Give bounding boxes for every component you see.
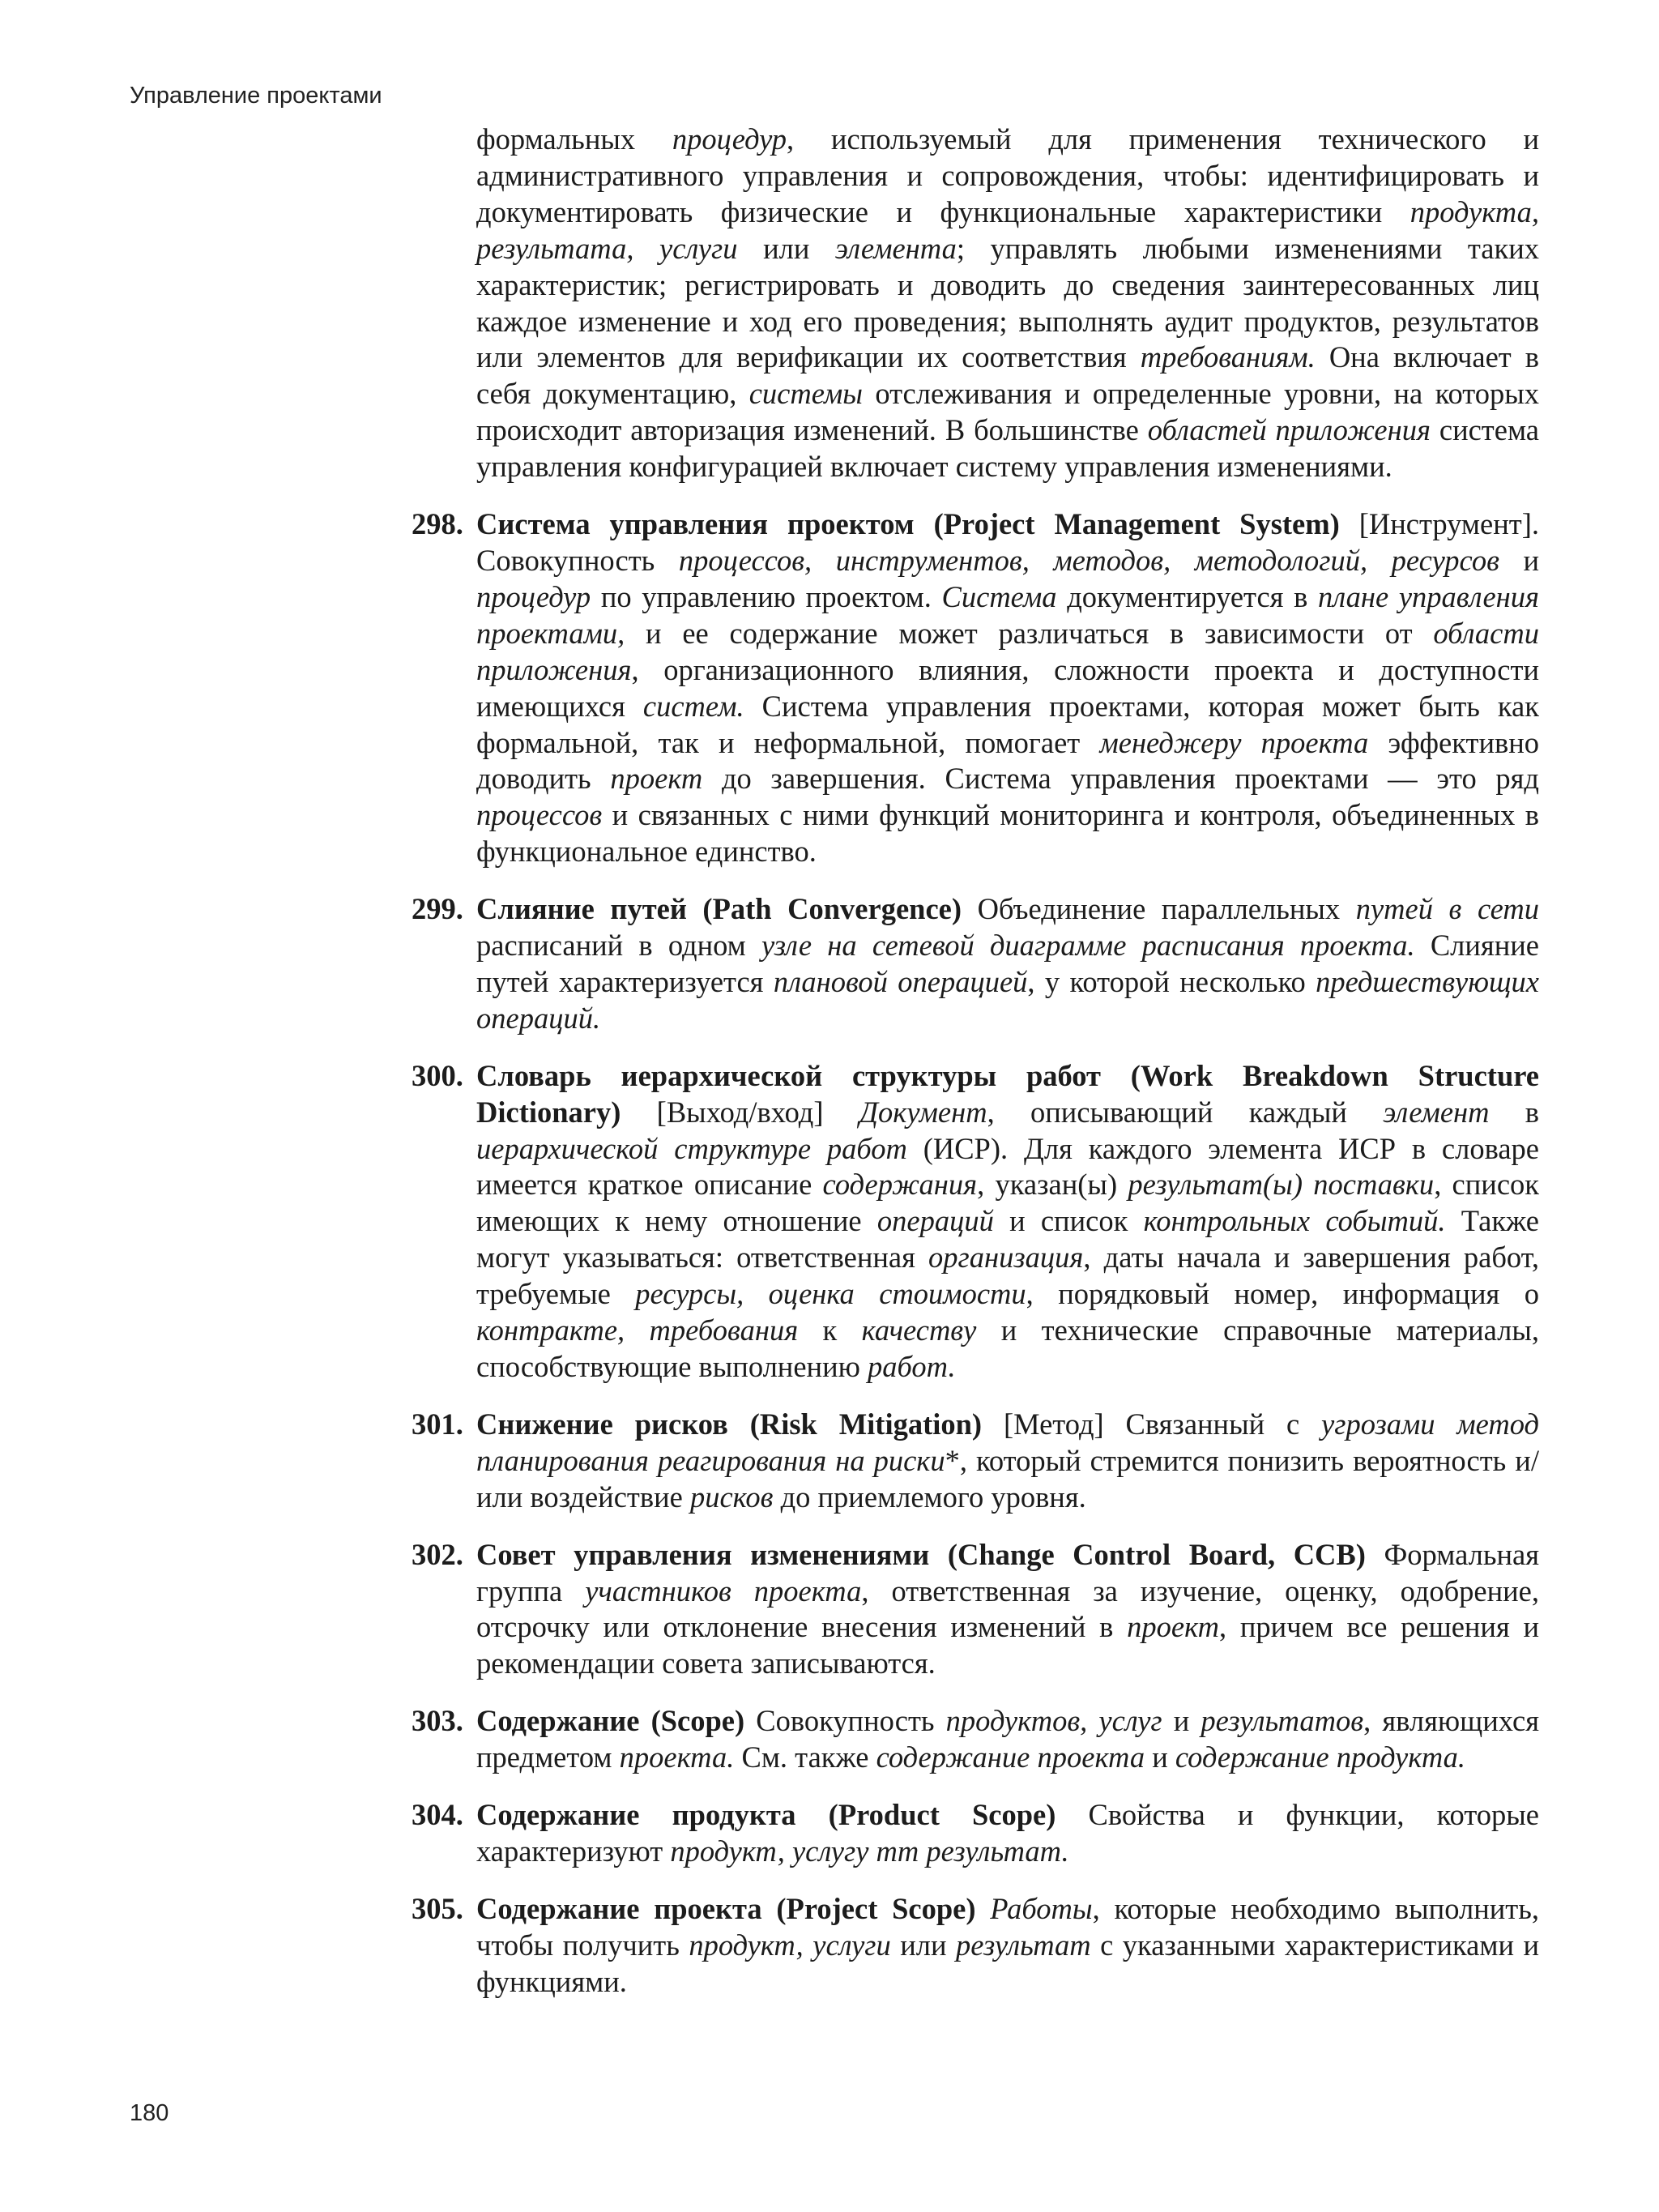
page-number: 180 bbox=[130, 2100, 169, 2126]
glossary-entry-305 bbox=[412, 1891, 1540, 2001]
italic-term: менеджеру проекта bbox=[1099, 725, 1369, 759]
text-run: с указанными характеристиками и функциями. bbox=[476, 1928, 1540, 1998]
text-run: (ИСР). Для каждого элемента ИСР в словаре имеется краткое описание bbox=[476, 1131, 1539, 1202]
text-run: , используемый для применения технического и административного управления и сопровождения, чтобы: идентифицировать и документировать физические и функциональные характеристики bbox=[476, 122, 1539, 228]
italic-term: качеству bbox=[861, 1313, 977, 1347]
text-run: *, который стремится понизить вероятность и/или воздействие bbox=[476, 1443, 1539, 1514]
italic-term: процессов, инструментов, методов, методологий, ресурсов bbox=[678, 543, 1499, 577]
text-run: и связанных с ними функций мониторинга и контроля, объединенных в функциональное единство. bbox=[476, 798, 1539, 869]
italic-term: систем. bbox=[642, 689, 744, 723]
entry-text bbox=[476, 1704, 1539, 1774]
entry-text bbox=[476, 1059, 1539, 1383]
italic-term: содержания bbox=[822, 1168, 978, 1202]
italic-term: элемент bbox=[1383, 1095, 1490, 1129]
text-run: и bbox=[1162, 1704, 1201, 1738]
glossary-entry-300 bbox=[412, 1058, 1540, 1386]
text-run: , описывающий каждый bbox=[987, 1095, 1384, 1129]
term-heading: Словарь иерархической структуры работ (Work Breakdown Structure Dictionary) bbox=[476, 1058, 1539, 1129]
text-run bbox=[975, 1892, 990, 1925]
text-run: Совокупность bbox=[744, 1704, 946, 1738]
italic-term: путей в сети bbox=[1355, 892, 1539, 926]
text-run: до завершения. Система управления проектами — это ряд bbox=[702, 762, 1539, 796]
text-run: к bbox=[798, 1313, 862, 1347]
glossary-entry-304 bbox=[412, 1797, 1540, 1870]
text-run: Объединение параллельных bbox=[962, 892, 1356, 926]
text-run: Слияние путей характеризуется bbox=[476, 929, 1539, 998]
italic-term: содержание проекта bbox=[876, 1740, 1145, 1774]
text-run: формальных bbox=[476, 122, 672, 156]
entry-number: 304. bbox=[412, 1798, 463, 1832]
italic-term: участников проекта bbox=[585, 1574, 862, 1608]
italic-term: контрольных событий. bbox=[1143, 1204, 1446, 1238]
text-run: документируется в bbox=[1056, 579, 1319, 613]
italic-term: организация bbox=[928, 1241, 1084, 1275]
entry-text bbox=[476, 1892, 1539, 1998]
italic-term: предшествующих операций. bbox=[476, 964, 1539, 1035]
text-run: , порядковый номер, информация о bbox=[1026, 1277, 1539, 1311]
term-heading: Слияние путей (Path Convergence) bbox=[476, 892, 962, 926]
italic-term: угрозами метод планирования реагирования на риски bbox=[476, 1407, 1539, 1477]
italic-term: контракте, требования bbox=[476, 1313, 799, 1347]
text-run: и технические справочные материалы, способствующие выполнению bbox=[476, 1313, 1539, 1383]
italic-term: Система bbox=[941, 579, 1057, 613]
italic-term: проект bbox=[1127, 1610, 1220, 1644]
italic-term: процедур bbox=[476, 579, 591, 613]
text-run: система управления конфигурацией включает систему управления изменениями. bbox=[476, 413, 1539, 484]
text-run: , у которой несколько bbox=[1027, 964, 1316, 998]
italic-term: плане управления проектами, bbox=[476, 579, 1539, 650]
text-run: по управлению проектом. bbox=[591, 579, 942, 613]
italic-term: продукт, услуги bbox=[689, 1928, 891, 1962]
italic-term: продуктов, услуг bbox=[945, 1704, 1162, 1738]
text-run: и bbox=[1145, 1740, 1175, 1774]
term-heading: Совет управления изменениями (Change Control Board, CCB) bbox=[476, 1537, 1366, 1571]
entry-number: 305. bbox=[412, 1891, 463, 1925]
text-run: , указан(ы) bbox=[977, 1168, 1128, 1202]
italic-term: процедур bbox=[672, 122, 787, 156]
entry-text bbox=[476, 1538, 1539, 1680]
glossary-body bbox=[412, 122, 1540, 2001]
text-run: Система управления проектами, которая может быть как формальной, так и неформальной, помогает bbox=[476, 689, 1539, 759]
text-run: См. также bbox=[734, 1740, 876, 1774]
text-run: или bbox=[737, 231, 835, 265]
glossary-entry-301 bbox=[412, 1407, 1539, 1516]
italic-term: продукта, результата, услуги bbox=[476, 194, 1539, 265]
entry-text bbox=[476, 892, 1539, 1035]
term-heading: Содержание продукта (Product Scope) bbox=[476, 1798, 1056, 1832]
term-heading: Содержание (Scope) bbox=[476, 1704, 745, 1738]
italic-term: узле на сетевой диаграмме расписания проекта. bbox=[761, 929, 1415, 963]
text-run: , которые необходимо выполнить, чтобы получить bbox=[476, 1891, 1539, 1962]
text-run: и ее содержание может различаться в зависимости от bbox=[625, 616, 1434, 650]
italic-term: процессов bbox=[476, 798, 603, 832]
entry-number: 299. bbox=[412, 892, 463, 926]
italic-term: Документ bbox=[859, 1095, 987, 1129]
text-run: ; управлять любыми изменениями таких характеристик; регистрировать и доводить до сведения заинтересованных лиц каждое изменение и ход его проведения; выполнять аудит продуктов, результатов или элементов для верификации их соответствия bbox=[476, 231, 1540, 374]
text-run: [Метод] Связанный с bbox=[982, 1407, 1322, 1441]
entry-number: 303. bbox=[412, 1704, 463, 1738]
text-run: и список bbox=[993, 1204, 1144, 1238]
italic-term: системы bbox=[748, 377, 864, 411]
italic-term: ресурсы, оценка стоимости bbox=[635, 1277, 1026, 1311]
italic-term: проект bbox=[610, 762, 703, 796]
italic-term: проекта. bbox=[619, 1740, 735, 1774]
italic-term: иерархической структуре работ bbox=[476, 1131, 907, 1165]
text-run: Она включает в себя документацию, bbox=[476, 340, 1539, 411]
text-run: до приемлемого уровня. bbox=[773, 1480, 1086, 1514]
glossary-entry-298 bbox=[412, 506, 1539, 870]
entry-text bbox=[476, 507, 1539, 868]
text-run: , список имеющих к нему отношение bbox=[476, 1168, 1540, 1238]
entry-number: 300. bbox=[412, 1058, 463, 1092]
italic-term: плановой операцией bbox=[773, 964, 1028, 998]
entry-text bbox=[476, 1798, 1539, 1868]
text-run: эффективно доводить bbox=[476, 725, 1539, 796]
entry-text bbox=[476, 1407, 1539, 1514]
italic-term: области приложения bbox=[476, 616, 1539, 686]
italic-term: результатов bbox=[1201, 1704, 1364, 1738]
text-run: [Инструмент]. Совокупность bbox=[476, 507, 1539, 577]
italic-term: требованиям. bbox=[1140, 340, 1316, 374]
glossary-entry-303 bbox=[412, 1703, 1539, 1776]
italic-term: содержание продукта. bbox=[1175, 1740, 1466, 1774]
text-run: и bbox=[1499, 543, 1539, 577]
italic-term: элемента bbox=[834, 231, 957, 265]
italic-term: результат(ы) поставки bbox=[1128, 1168, 1435, 1202]
entry-number: 302. bbox=[412, 1537, 463, 1571]
text-run: отслеживания и определенные уровни, на которых происходит авторизация изменений. В большинстве bbox=[476, 377, 1539, 447]
term-heading: Снижение рисков (Risk Mitigation) bbox=[476, 1407, 983, 1441]
text-run: Также могут указываться: ответственная bbox=[476, 1204, 1539, 1275]
text-run: Свойства и функции, которые характеризуют bbox=[476, 1798, 1540, 1868]
text-run: , причем все решения и рекомендации совета записываются. bbox=[476, 1610, 1540, 1680]
text-run: расписаний в одном bbox=[476, 929, 761, 963]
italic-term: результат bbox=[956, 1928, 1091, 1962]
continuation-paragraph bbox=[476, 122, 1539, 485]
text-run: Формальная группа bbox=[476, 1537, 1539, 1608]
running-head: Управление проектами bbox=[130, 83, 382, 109]
text-run: , ответственная за изучение, оценку, одобрение, отсрочку или отклонение внесения изменений в bbox=[476, 1574, 1540, 1644]
italic-term: продукт, услугу тт результат. bbox=[670, 1834, 1069, 1868]
text-run: , являющихся предметом bbox=[476, 1704, 1539, 1774]
entry-number: 301. bbox=[412, 1407, 463, 1441]
term-heading: Система управления проектом (Project Management System) bbox=[476, 507, 1340, 541]
italic-term: рисков bbox=[689, 1480, 774, 1514]
italic-term: областей приложения bbox=[1147, 413, 1431, 447]
text-run: , даты начала и завершения работ, требуемые bbox=[476, 1241, 1539, 1311]
entry-number: 298. bbox=[412, 507, 463, 541]
glossary-entry-299 bbox=[412, 891, 1539, 1037]
text-run: в bbox=[1489, 1095, 1539, 1129]
glossary-entry-302 bbox=[412, 1537, 1540, 1683]
text-run: , организационного влияния, сложности проекта и доступности имеющихся bbox=[476, 652, 1539, 723]
italic-term: Работы bbox=[990, 1891, 1093, 1925]
text-run: [Выход/вход] bbox=[621, 1095, 859, 1129]
text-run: или bbox=[890, 1928, 957, 1962]
term-heading: Содержание проекта (Project Scope) bbox=[476, 1891, 976, 1925]
italic-term: операций bbox=[876, 1204, 994, 1238]
italic-term: работ. bbox=[868, 1350, 956, 1383]
